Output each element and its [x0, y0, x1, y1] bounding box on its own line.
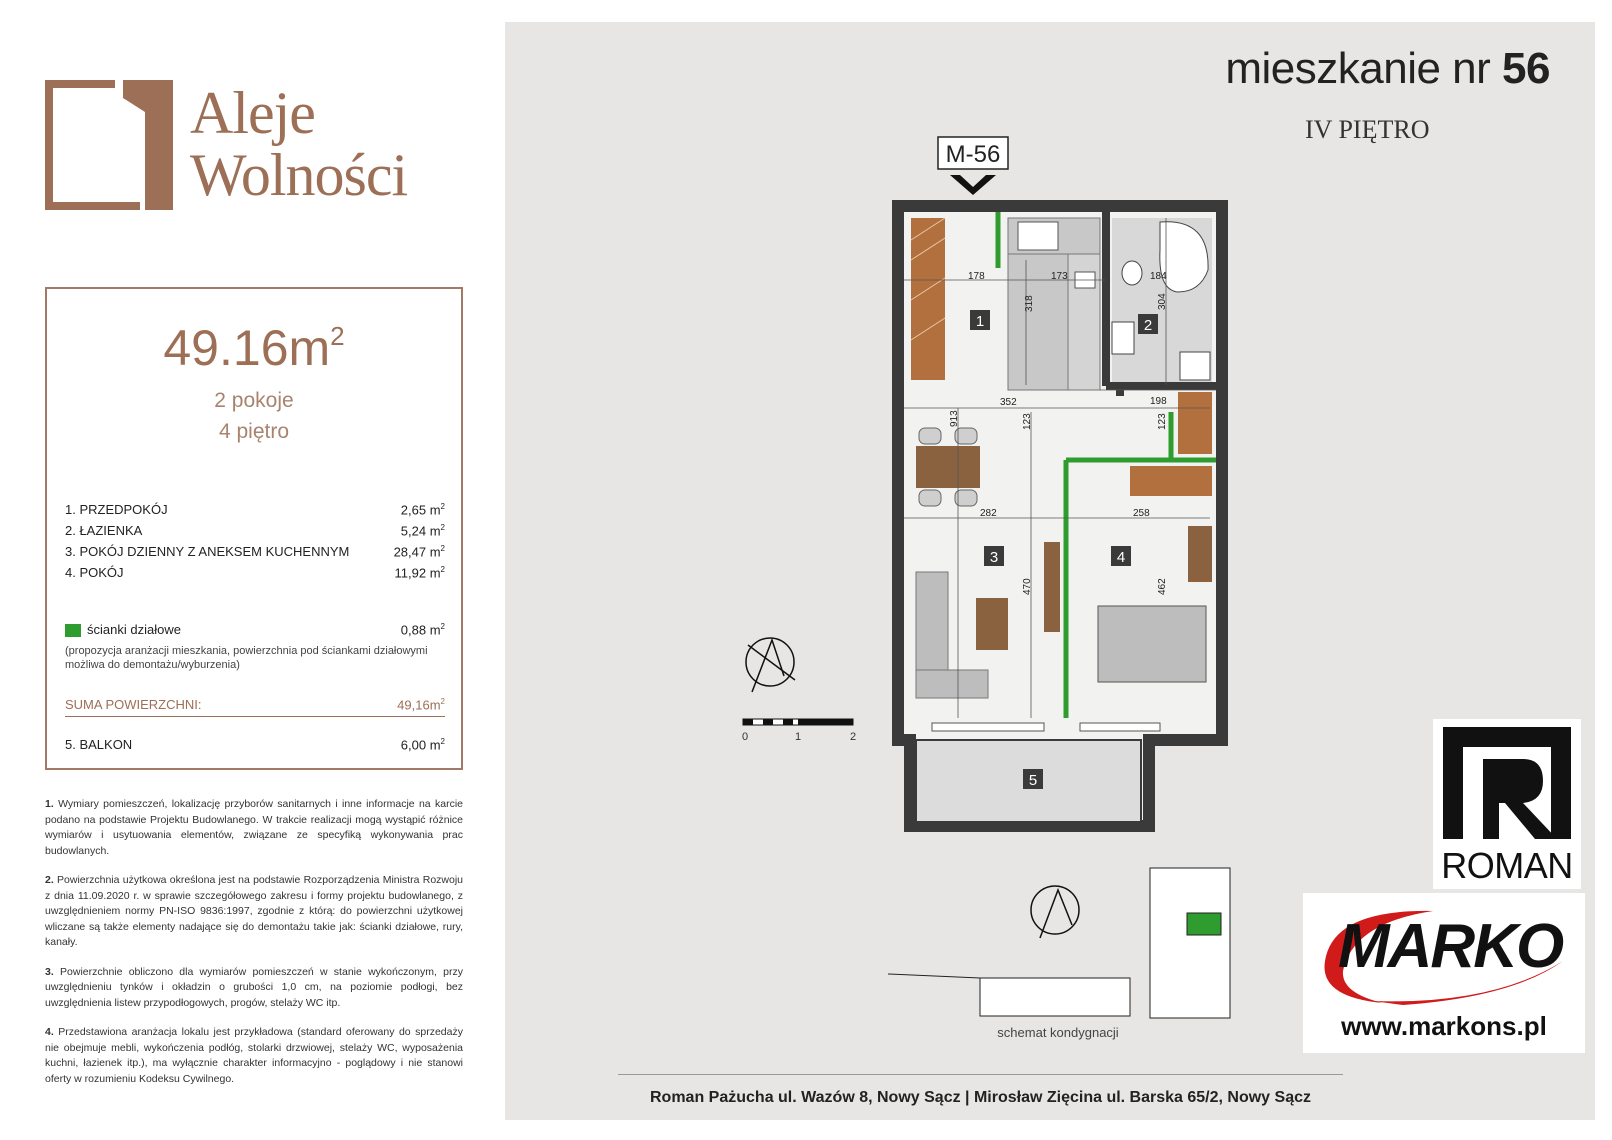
footnote: 3. Powierzchnie obliczono dla wymiarów pomieszczeń w stanie wykończonym, przy uwzględnieniu tynków i okładzin o grubości 1,0 cm, na poziomie podłogi, bez uwzględnienia listew przypodłogowych, progów, stelaży WC itp. — [45, 965, 463, 1009]
svg-text:0: 0 — [741, 731, 749, 743]
window — [1080, 723, 1160, 731]
dining-table — [916, 446, 980, 488]
svg-text:4: 4 — [1116, 549, 1126, 566]
room-name: 4. POKÓJ — [65, 565, 124, 580]
svg-text:913: 913 — [949, 410, 960, 427]
svg-text:470: 470 — [1022, 578, 1033, 595]
entrance-arrow-icon — [950, 175, 996, 195]
bed — [1098, 606, 1206, 682]
partition-area: 0,88 $m^2$ — [400, 621, 445, 638]
room-name: 3. POKÓJ DZIENNY Z ANEKSEM KUCHENNYM — [65, 544, 350, 559]
room-area: 2,65 $m^2$ — [400, 501, 445, 518]
desk — [1188, 526, 1212, 582]
total-area-value: 49.16m — [163, 320, 331, 376]
svg-text:123: 123 — [1022, 413, 1033, 430]
wardrobe — [1178, 392, 1212, 454]
window — [932, 723, 1044, 731]
wardrobe — [911, 218, 945, 380]
roman-name: ROMAN — [1441, 845, 1573, 886]
marko-logo — [1303, 893, 1585, 1053]
svg-text:5: 5 — [1028, 772, 1038, 789]
balcony-area: 6,00 $m^2$ — [400, 736, 445, 753]
room-name: 1. PRZEDPOKÓJ — [65, 502, 168, 517]
washing-machine-icon — [1180, 352, 1210, 380]
brand-line-1: Aleje — [190, 80, 315, 146]
svg-text:352: 352 — [1000, 397, 1017, 408]
svg-text:178: 178 — [968, 271, 985, 282]
room-area: 5,24 $m^2$ — [400, 522, 445, 539]
schema-north-icon — [1031, 886, 1079, 938]
room-area: 11,92 $m^2$ — [394, 564, 445, 581]
partition-note: (propozycja aranżacji mieszkania, powierzchnia pod ściankami działowymi możliwa do demontażu/wyburzenia) — [65, 645, 428, 671]
toilet-icon — [1122, 261, 1142, 285]
svg-text:304: 304 — [1157, 293, 1168, 310]
north-arrow-icon — [746, 638, 795, 692]
roman-mark-icon — [1439, 723, 1575, 843]
svg-text:462: 462 — [1157, 578, 1168, 595]
marko-name: MARKO — [1338, 912, 1563, 981]
footnote: 2. Powierzchnia użytkowa określona jest na podstawie Rozporządzenia Ministra Rozwoju z dnia 11.09.2020 r. w sprawie szczegółowego zakresu i formy projektu budowlanego, z uwzględnieniem normy PN-ISO 9836:1997, zgodnie z którą: do powierzchni użytkowej wliczane są także elementy nadające się do demontażu takie jak: ścianki działowe, rury, kanały. — [45, 874, 464, 948]
svg-text:1: 1 — [794, 731, 802, 743]
tv-stand — [1044, 542, 1060, 632]
total-label: SUMA POWIERZCHNI: — [65, 697, 202, 712]
scale-bar — [742, 719, 856, 743]
hob-icon — [1018, 222, 1058, 250]
svg-text:258: 258 — [1133, 508, 1150, 519]
sofa — [916, 670, 988, 698]
svg-text:318: 318 — [1024, 295, 1035, 312]
svg-text:1: 1 — [975, 313, 985, 330]
room-area: 28,47 $m^2$ — [393, 543, 445, 560]
washbasin-icon — [1112, 322, 1134, 354]
svg-text:198: 198 — [1150, 396, 1167, 407]
apartment-prefix: mieszkanie nr — [1225, 44, 1491, 93]
svg-text:173: 173 — [1051, 271, 1068, 282]
svg-text:282: 282 — [980, 508, 997, 519]
marko-url[interactable]: www.markons.pl — [1341, 1011, 1547, 1041]
total-area-exp: 2 — [330, 321, 345, 351]
brand-line-2: Wolności — [190, 142, 408, 208]
svg-text:3: 3 — [989, 549, 999, 566]
room-name: 2. ŁAZIENKA — [65, 523, 143, 538]
coffee-table — [976, 598, 1008, 650]
rooms-count: 2 pokoje — [214, 389, 294, 412]
footnote: 4. Przedstawiona aranżacja lokalu jest przykładowa (standard oferowany do sprzedaży nie obejmuje mebli, wykończenia podłóg, stolarki drzwiowej, stelaży WC, wyposażenia kuchni, łazienek itp.), ma wyłącznie charakter informacyjno - poglądowy i nie stanowi oferty w rozumieniu Kodeksu Cywilnego. — [45, 1026, 463, 1085]
footnote: 1. Wymiary pomieszczeń, lokalizację przyborów sanitarnych i inne informacje na karcie podano na podstawie Projektu Budowlanego. W trakcie realizacji mogą wystąpić różnice wymiarów i usytuowania elementów, związane ze specyfiką wykonywania prac budowlanych. — [45, 798, 463, 857]
svg-text:2: 2 — [1143, 317, 1153, 334]
apartment-tag: M-56 — [945, 141, 1001, 168]
svg-text:2: 2 — [849, 731, 857, 743]
balcony-label: 5. BALKON — [65, 737, 133, 752]
footer-divider — [618, 1074, 1343, 1075]
wardrobe — [1130, 466, 1212, 496]
roman-logo — [1433, 719, 1581, 889]
svg-text:123: 123 — [1157, 413, 1168, 430]
footer-contact: Roman Pażucha ul. Wazów 8, Nowy Sącz | Mirosław Zięcina ul. Barska 65/2, Nowy Sącz — [650, 1089, 1311, 1106]
partition-label: ścianki działowe — [87, 621, 181, 637]
total-value: $49,16m^2$ — [397, 697, 445, 713]
floor-label: 4 piętro — [218, 420, 290, 443]
svg-text:184: 184 — [1150, 271, 1167, 282]
schema-label: schemat kondygnacji — [997, 1025, 1119, 1040]
floor-heading: IV PIĘTRO — [1305, 115, 1430, 144]
apartment-number: 56 — [1502, 44, 1550, 93]
